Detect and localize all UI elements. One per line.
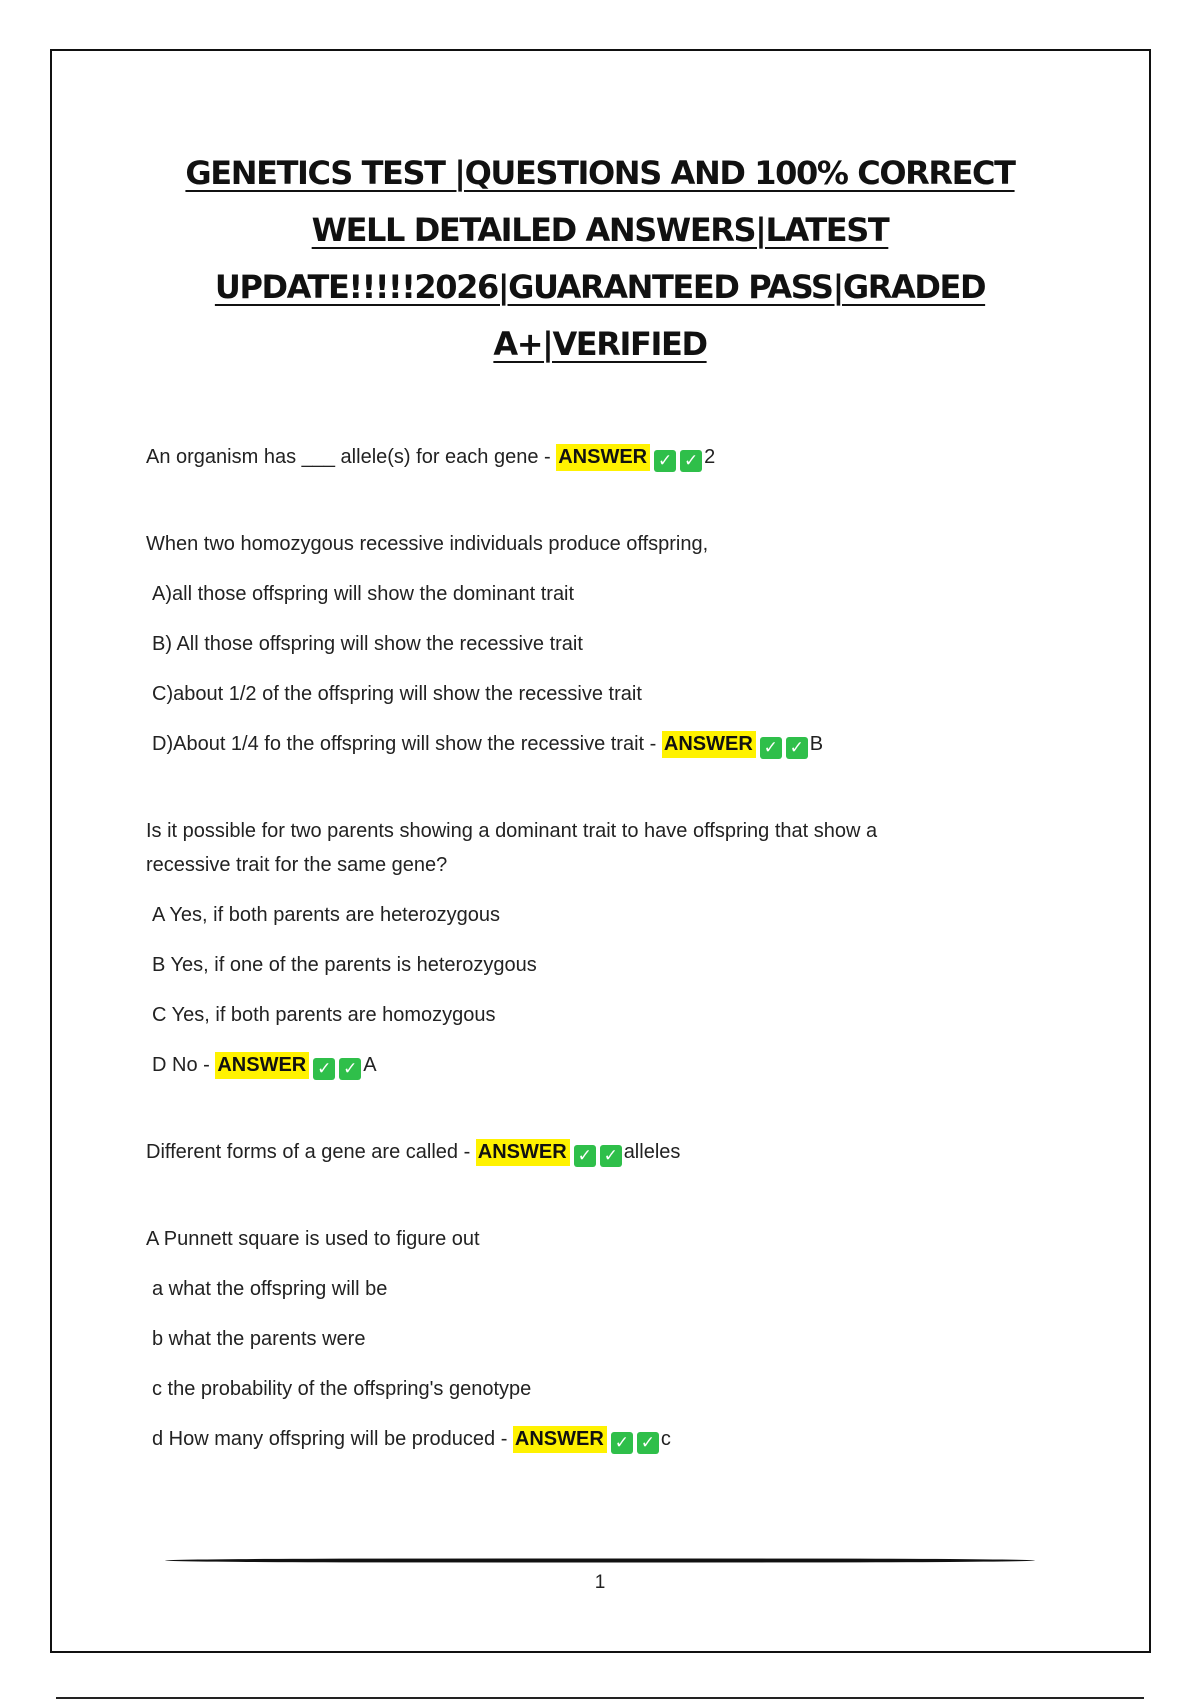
answer-option: B) All those offspring will show the recessive trait: [152, 633, 583, 655]
footer-divider: [165, 1558, 1035, 1563]
question-text: A Punnett square is used to figure out: [146, 1228, 480, 1250]
checkmark-icon: ✓: [339, 1058, 361, 1080]
answer-value: B: [809, 733, 824, 755]
question-1: [146, 440, 1046, 474]
answer-option: b what the parents were: [152, 1328, 366, 1350]
question-5: [146, 1222, 1046, 1456]
checkmark-icon: ✓: [611, 1432, 633, 1454]
question-line: [146, 440, 1046, 474]
title-line: GENETICS TEST |QUESTIONS AND 100% CORRECT: [185, 154, 1015, 192]
answer-option-line: [146, 727, 1046, 761]
answer-value: 2: [704, 446, 716, 468]
page-number: 1: [594, 1572, 606, 1593]
question-text: Is it possible for two parents showing a dominant trait to have offspring that show a: [146, 820, 878, 842]
answer-value: alleles: [623, 1141, 681, 1163]
question-text: Different forms of a gene are called -: [146, 1141, 476, 1163]
checkmark-icon: ✓: [680, 450, 702, 472]
question-text: An organism has ___ allele(s) for each gene -: [146, 446, 557, 468]
checkmark-icon: ✓: [600, 1145, 622, 1167]
question-list: [146, 440, 1046, 1509]
question-3: [146, 814, 1046, 1082]
title-line: UPDATE!!!!!2026|GUARANTEED PASS|GRADED: [214, 268, 986, 306]
checkmark-icon: ✓: [760, 737, 782, 759]
question-4: [146, 1135, 1046, 1169]
answer-label: ANSWER: [215, 1052, 309, 1079]
question-2: [146, 527, 1046, 761]
question-text: recessive trait for the same gene?: [146, 854, 448, 876]
answer-option: a what the offspring will be: [152, 1278, 388, 1300]
checkmark-icon: ✓: [637, 1432, 659, 1454]
answer-label: ANSWER: [556, 444, 650, 471]
answer-option-line: [146, 1422, 1046, 1456]
document-title: [150, 145, 1050, 373]
answer-option: B Yes, if one of the parents is heterozygous: [152, 954, 537, 976]
answer-option: A)all those offspring will show the dominant trait: [152, 583, 575, 605]
answer-value: A: [363, 1054, 377, 1076]
page-bottom-divider: [56, 1697, 1144, 1699]
answer-option: D)About 1/4 fo the offspring will show the recessive trait -: [152, 733, 662, 755]
question-text-block: [146, 814, 1046, 882]
title-line: A+|VERIFIED: [493, 325, 707, 363]
answer-option: d How many offspring will be produced -: [152, 1428, 513, 1450]
answer-value: c: [660, 1428, 671, 1450]
checkmark-icon: ✓: [654, 450, 676, 472]
answer-label: ANSWER: [662, 731, 756, 758]
answer-option: C)about 1/2 of the offspring will show the recessive trait: [152, 683, 642, 705]
answer-option: C Yes, if both parents are homozygous: [152, 1004, 496, 1026]
answer-label: ANSWER: [513, 1426, 607, 1453]
question-line: [146, 1135, 1046, 1169]
checkmark-icon: ✓: [786, 737, 808, 759]
question-text: When two homozygous recessive individuals produce offspring,: [146, 533, 709, 555]
answer-option: A Yes, if both parents are heterozygous: [152, 904, 501, 926]
answer-label: ANSWER: [476, 1139, 570, 1166]
answer-option: D No -: [152, 1054, 216, 1076]
checkmark-icon: ✓: [313, 1058, 335, 1080]
answer-option: c the probability of the offspring's genotype: [152, 1378, 532, 1400]
checkmark-icon: ✓: [574, 1145, 596, 1167]
answer-option-line: [146, 1048, 1046, 1082]
title-line: WELL DETAILED ANSWERS|LATEST: [311, 211, 889, 249]
